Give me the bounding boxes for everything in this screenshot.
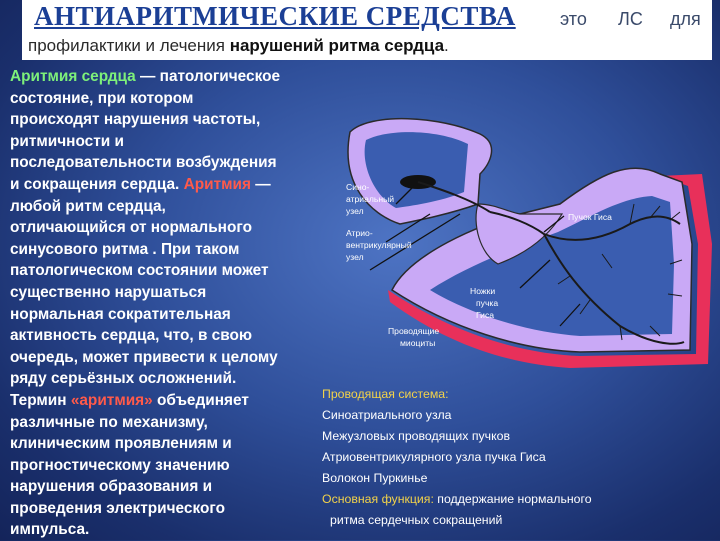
main-function-text: поддержание нормального <box>433 492 592 506</box>
definition-line: различные по механизму, <box>10 413 208 431</box>
label-sa-node-1: Сино- <box>346 182 370 192</box>
conduction-item: Межузловых проводящих пучков <box>322 429 510 443</box>
label-sa-node-2: атриальный <box>346 194 395 204</box>
definition-line: клиническим проявлениям и <box>10 435 232 453</box>
definition-line: последовательности возбуждения <box>10 154 277 172</box>
definition-line: патологическом состоянии может <box>10 262 269 280</box>
label-myocytes-2: миоциты <box>400 338 436 348</box>
label-av-node-1: Атрио- <box>346 228 373 238</box>
definition-line: активность сердца, что, в свою <box>10 327 253 345</box>
definition-line: ритмичности и <box>10 132 124 150</box>
definition-line: любой ритм сердца, <box>10 197 166 215</box>
definition-line: и сокращения сердца. Аритмия — <box>10 175 271 193</box>
slide-subtitle <box>22 34 712 60</box>
conduction-item: Волокон Пуркинье <box>322 471 428 485</box>
slide-title: АНТИАРИТМИЧЕСКИЕ СРЕДСТВА <box>34 1 516 31</box>
label-bundle-legs-3: Гиса <box>476 310 495 320</box>
definition-line: очередь, может привести к целому <box>10 348 278 366</box>
definition-line: существенно нарушаться <box>10 283 207 301</box>
definition-line: Термин «аритмия» объединяет <box>10 391 249 409</box>
subtitle-bold: нарушений ритма сердца <box>229 36 445 55</box>
main-function-line <box>322 489 712 510</box>
label-sa-node-3: узел <box>346 206 364 216</box>
label-myocytes-1: Проводящие <box>388 326 440 336</box>
definition-line: Аритмия сердца — патологическое <box>10 68 281 85</box>
definition-line: состояние, при котором <box>10 89 194 107</box>
slide-title-bar <box>22 0 712 35</box>
heart-conduction-diagram <box>330 64 714 382</box>
definition-line: ряду серьёзных осложнений. <box>10 370 237 388</box>
label-av-node-3: узел <box>346 252 364 262</box>
term-arrhythmia-quoted: «аритмия» <box>70 391 153 409</box>
conduction-item: Атриовентрикулярного узла пучка Гиса <box>322 450 546 464</box>
subtitle-text: профилактики и лечения <box>28 36 230 55</box>
definition-text <box>10 66 340 541</box>
conduction-item: Синоатриального узла <box>322 408 452 422</box>
term-arrhythmia: Аритмия сердца <box>10 68 136 85</box>
subtitle-period: . <box>444 36 449 55</box>
title-word-dlya: для <box>670 9 701 29</box>
title-word-eto: это <box>560 9 587 29</box>
title-word-ls: ЛС <box>618 9 643 29</box>
main-function-text-2: ритма сердечных сокращений <box>330 513 503 527</box>
definition-line: происходят нарушения частоты, <box>10 111 261 129</box>
definition-line: синусового ритма . При таком <box>10 240 240 258</box>
label-av-node-2: вентрикулярный <box>346 240 412 250</box>
label-bundle-legs-2: пучка <box>476 298 499 308</box>
definition-line: прогностическому значению <box>10 456 230 474</box>
label-his-bundle: Пучок Гиса <box>568 212 612 222</box>
label-bundle-legs-1: Ножки <box>470 286 496 296</box>
conduction-heading: Проводящая система: <box>322 387 449 401</box>
main-function-label: Основная функция: <box>322 492 434 506</box>
definition-line: нормальная сократительная <box>10 305 231 323</box>
term-arrhythmia-red: Аритмия <box>183 175 251 193</box>
definition-line: отличающийся от нормального <box>10 219 252 237</box>
conduction-system-list <box>322 384 712 531</box>
definition-line: импульса. <box>10 521 90 539</box>
definition-line: проведения электрического <box>10 499 225 517</box>
definition-line: нарушения образования и <box>10 478 213 496</box>
